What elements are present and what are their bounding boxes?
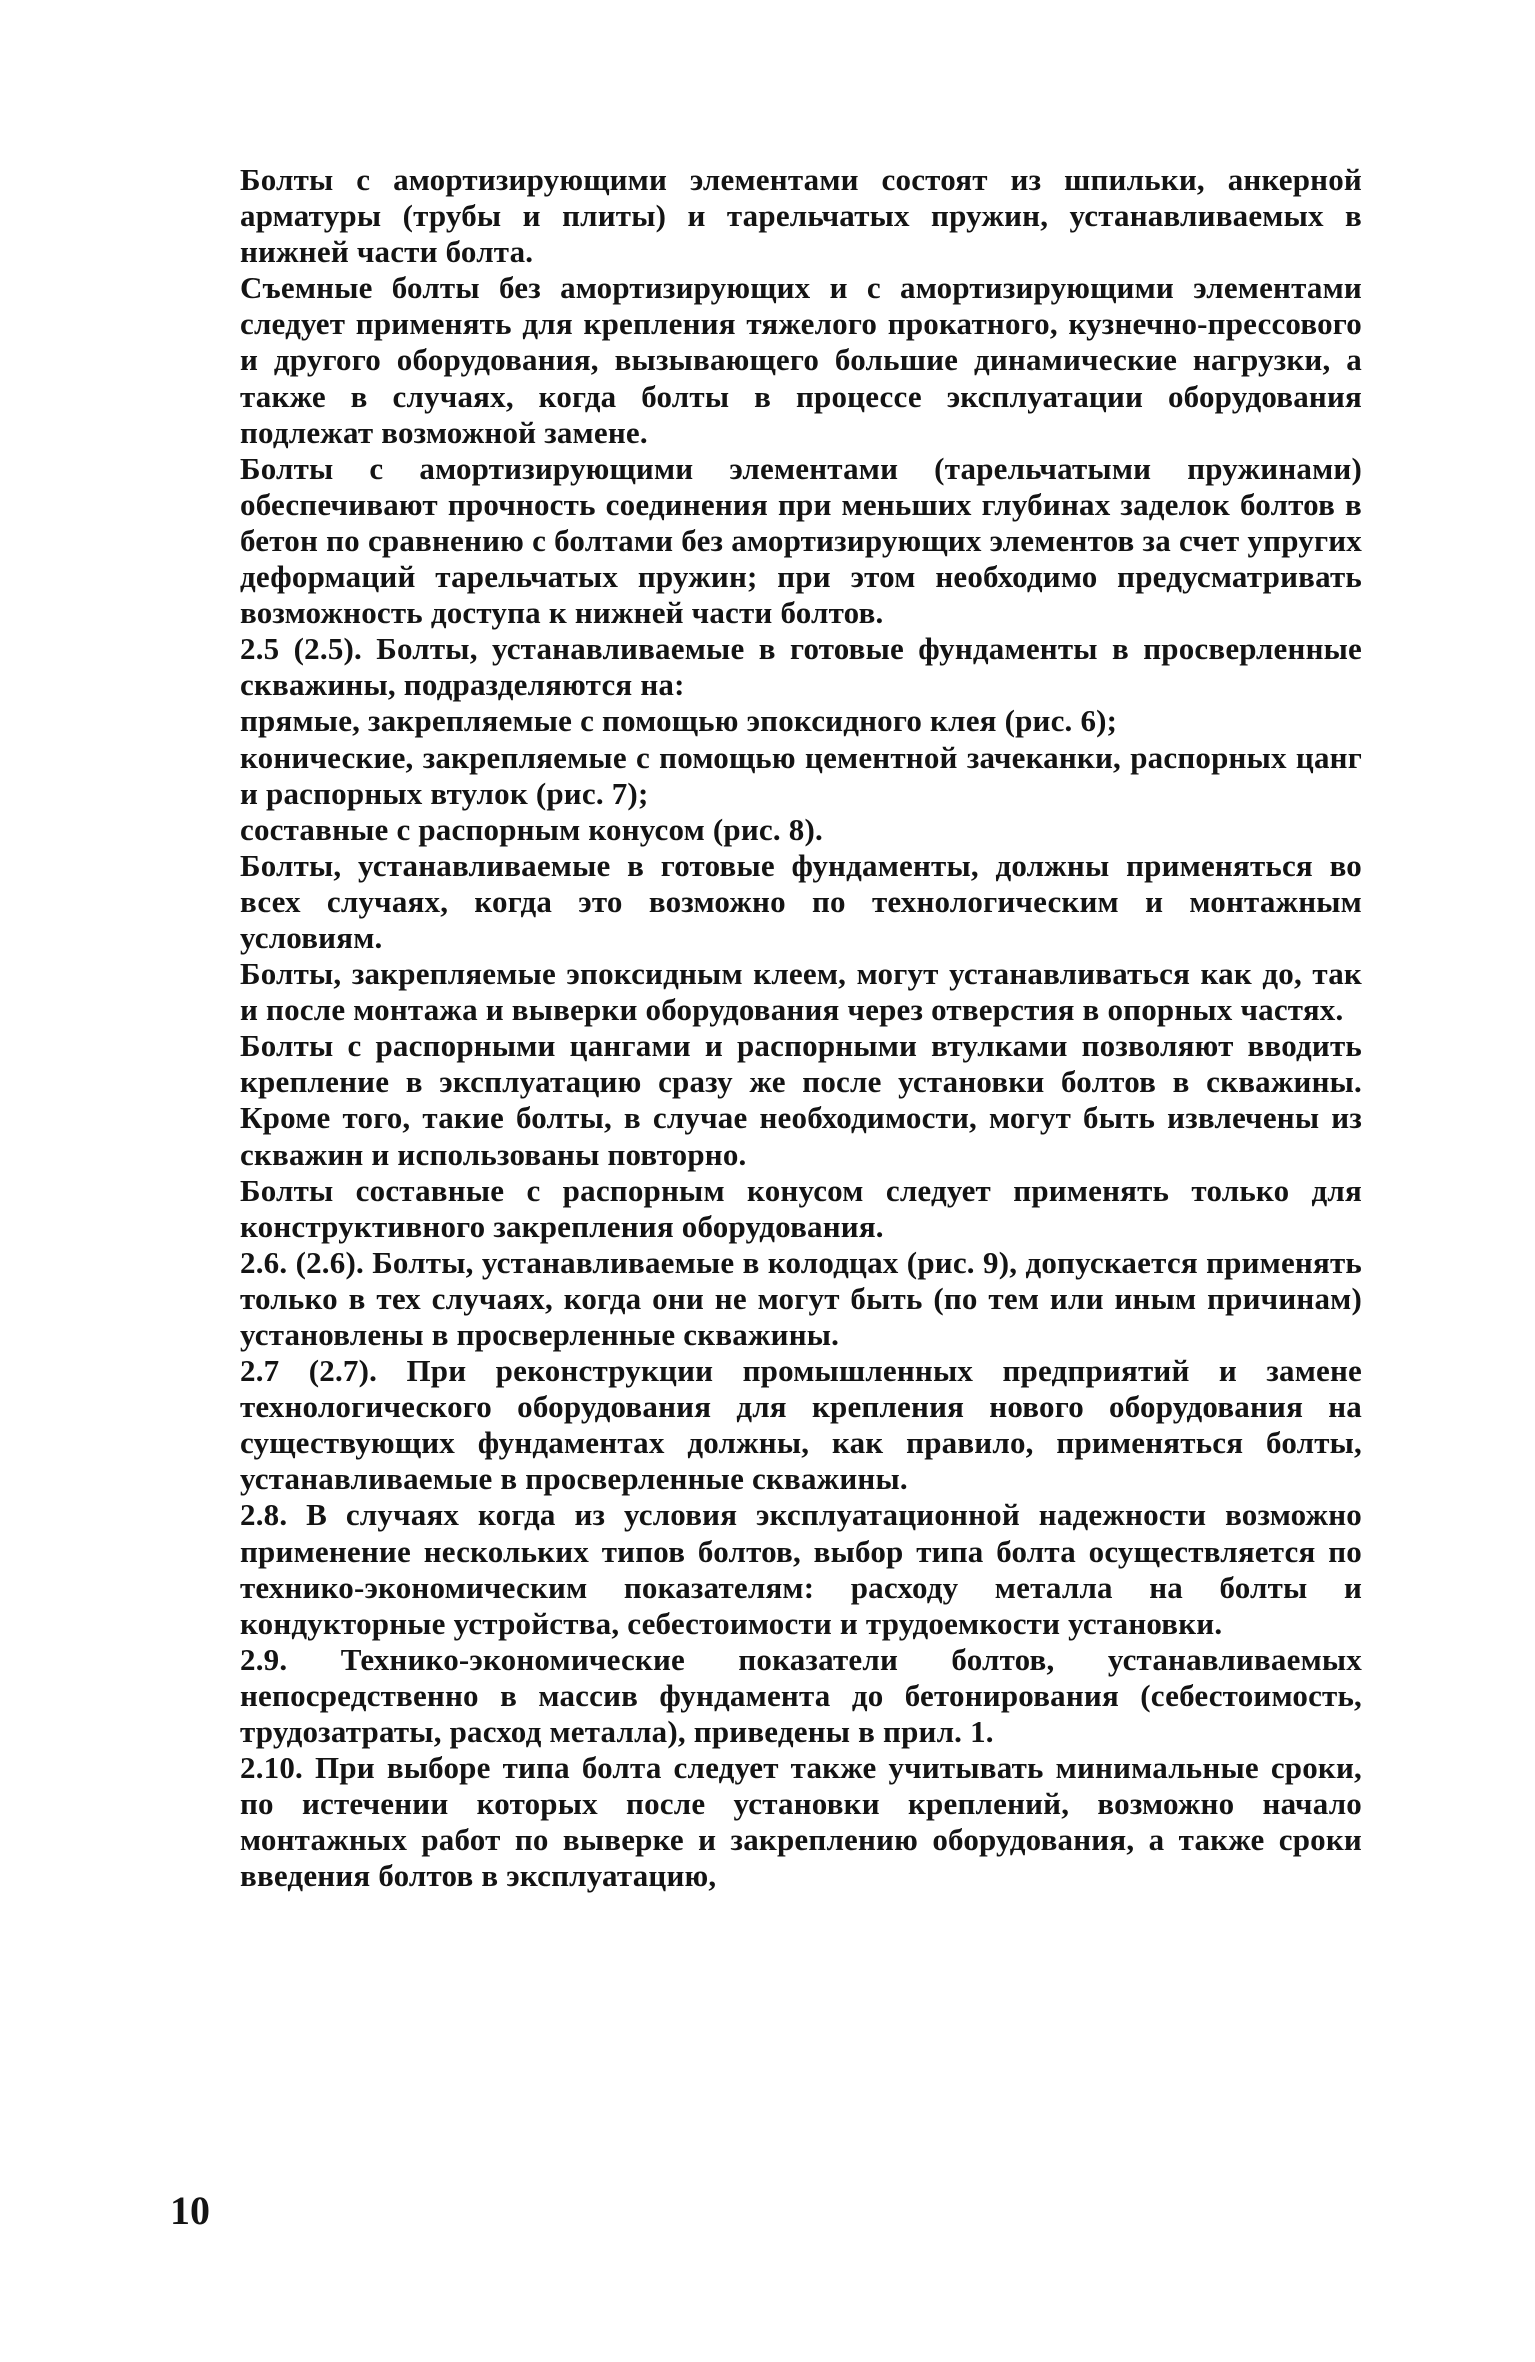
paragraph-epoxy-bolts: Болты, закрепляемые эпоксидным клеем, могут устанавливаться как до, так и после монтажа и выверки оборудования через отверстия в опорных частях. — [240, 956, 1362, 1028]
paragraph-collet-bolts: Болты с распорными цангами и распорными втулками позволяют вводить крепление в эксплуатацию сразу же после установки болтов в скважины. Кроме того, такие болты, в случае необходимости, могут быть извлечены из скважин и использованы повторно. — [240, 1028, 1362, 1172]
paragraph-removable-bolts: Съемные болты без амортизирующих и с амортизирующими элементами следует применять для крепления тяжелого прокатного, кузнечно-прессового и другого оборудования, вызывающего большие динамические нагрузки, а также в случаях, когда болты в процессе эксплуатации оборудования подлежат возможной замене. — [240, 270, 1362, 450]
paragraph-composite-cone: Болты составные с распорным конусом следует применять только для конструктивного закрепления оборудования. — [240, 1172, 1362, 1244]
paragraph-section-2-5: 2.5 (2.5). Болты, устанавливаемые в готовые фундаменты в просверленные скважины, подразделяются на: — [240, 631, 1362, 703]
paragraph-section-2-10: 2.10. При выборе типа болта следует также учитывать минимальные сроки, по истечении которых после установки креплений, возможно начало монтажных работ по выверке и закреплению оборудования, а также сроки введения болтов в эксплуатацию, — [240, 1750, 1362, 1894]
paragraph-shock-absorbing-bolts: Болты с амортизирующими элементами состоят из шпильки, анкерной арматуры (трубы и плиты) и тарельчатых пружин, устанавливаемых в нижней части болта. — [240, 162, 1362, 270]
paragraph-ready-foundations: Болты, устанавливаемые в готовые фундаменты, должны применяться во всех случаях, когда это возможно по технологическим и монтажным условиям. — [240, 847, 1362, 955]
paragraph-section-2-7: 2.7 (2.7). При реконструкции промышленных предприятий и замене технологического оборудования для крепления нового оборудования на существующих фундаментах должны, как правило, применяться болты, устанавливаемые в просверленные скважины. — [240, 1353, 1362, 1497]
paragraph-section-2-9: 2.9. Технико-экономические показатели болтов, устанавливаемых непосредственно в массив фундамента до бетонирования (себестоимость, трудозатраты, расход металла), приведены в прил. 1. — [240, 1641, 1362, 1750]
paragraph-disc-springs: Болты с амортизирующими элементами (тарельчатыми пружинами) обеспечивают прочность соединения при меньших глубинах заделок болтов в бетон по сравнению с болтами без амортизирующих элементов за счет упругих деформаций тарельчатых пружин; при этом необходимо предусматривать возможность доступа к нижней части болтов. — [240, 450, 1362, 631]
body-text — [240, 162, 1362, 1895]
paragraph-section-2-6: 2.6. (2.6). Болты, устанавливаемые в колодцах (рис. 9), допускается применять только в тех случаях, когда они не могут быть (по тем или иным причинам) установлены в просверленные скважины. — [240, 1244, 1362, 1352]
list-item-straight: прямые, закрепляемые с помощью эпоксидного клея (рис. 6); — [240, 703, 1118, 739]
paragraph-section-2-8: 2.8. В случаях когда из условия эксплуатационной надежности возможно применение нескольких типов болтов, выбор типа болта осуществляется по технико-экономическим показателям: расходу металла на болты и кондукторные устройства, себестоимости и трудоемкости установки. — [240, 1497, 1362, 1641]
list-item-composite: составные с распорным конусом (рис. 8). — [240, 811, 823, 847]
page-number: 10 — [170, 2188, 210, 2233]
list-item-conical: конические, закрепляемые с помощью цементной зачеканки, распорных цанг и распорных втулок (рис. 7); — [240, 739, 1362, 811]
